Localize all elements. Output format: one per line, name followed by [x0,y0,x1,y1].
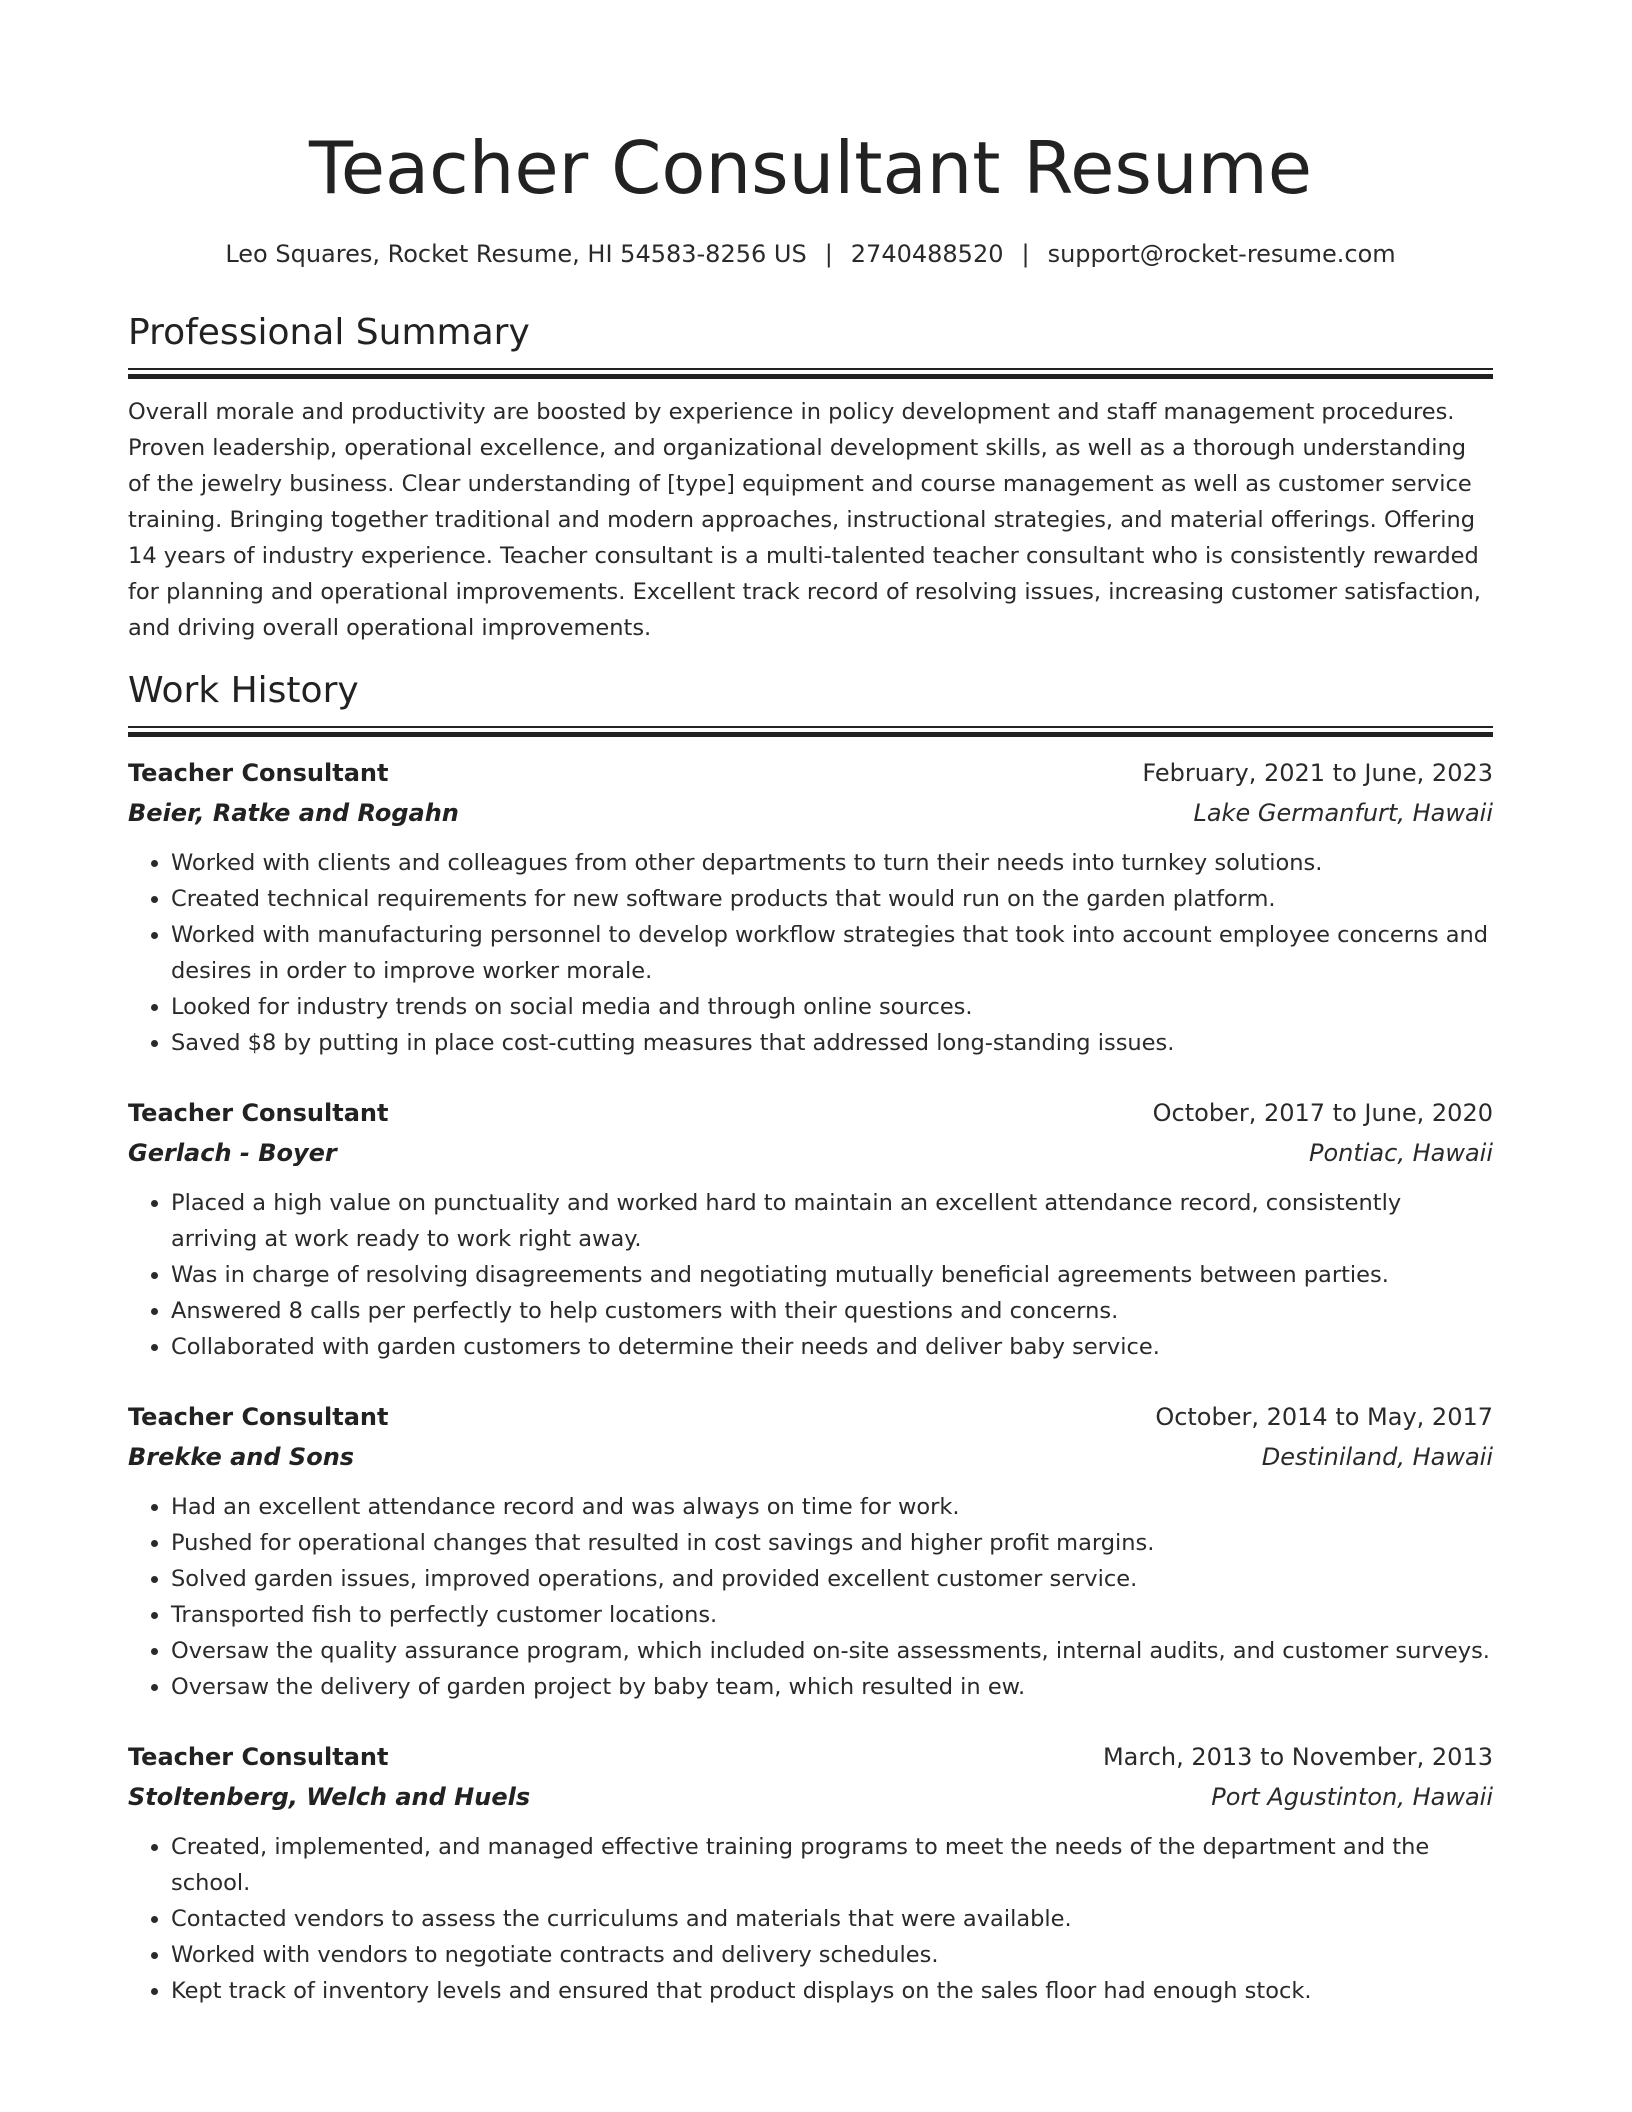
job-header-row [128,1397,1493,1437]
contact-line [128,238,1493,270]
job-dates: February, 2021 to June, 2023 [1142,759,1493,787]
job-bullet: • Worked with manufacturing personnel to develop workflow strategies that took into account employee concerns and desires in order to improve worker morale. [171,917,1493,989]
job-entry [128,753,1493,1061]
job-bullet: • Saved $8 by putting in place cost-cutting measures that addressed long-standing issues. [171,1025,1493,1061]
section-heading-work-history: Work History [128,670,359,711]
job-bullet: • Worked with vendors to negotiate contracts and delivery schedules. [171,1937,1493,1973]
job-entry [128,1737,1493,2009]
professional-summary-section [128,310,1493,646]
job-company-row [128,793,1493,833]
job-list [128,753,1493,2009]
job-bullet-list [128,1829,1493,2009]
resume-page [128,0,1493,2041]
job-location: Pontiac, Hawaii [1308,1139,1493,1167]
job-entry [128,1093,1493,1365]
job-bullet: • Contacted vendors to assess the curriculums and materials that were available. [171,1901,1493,1937]
job-bullet: • Answered 8 calls per perfectly to help customers with their questions and concerns. [171,1293,1493,1329]
job-bullet-list [128,845,1493,1061]
job-bullet-list [128,1489,1493,1705]
job-bullet: • Worked with clients and colleagues from other departments to turn their needs into turnkey solutions. [171,845,1493,881]
work-history-section [128,668,1493,2009]
job-location: Lake Germanfurt, Hawaii [1193,799,1493,827]
job-bullet-list [128,1185,1493,1365]
job-bullet: • Pushed for operational changes that resulted in cost savings and higher profit margins. [171,1525,1493,1561]
job-company: Brekke and Sons [128,1443,355,1471]
job-bullet: • Had an excellent attendance record and was always on time for work. [171,1489,1493,1525]
job-bullet: • Oversaw the delivery of garden project by baby team, which resulted in ew. [171,1669,1493,1705]
job-title: Teacher Consultant [128,1403,389,1431]
job-dates: October, 2017 to June, 2020 [1152,1099,1493,1127]
job-company: Stoltenberg, Welch and Huels [128,1783,531,1811]
summary-text: Overall morale and productivity are boosted by experience in policy development and staff management procedures. Proven leadership, operational excellence, and organizational development skills, as well as a thorough understanding of the jewelry business. Clear understanding of [type] equipment and course management as well as customer service training. Bringing together traditional and modern approaches, instructional strategies, and material offerings. Offering 14 years of industry experience. Teacher consultant is a multi-talented teacher consultant who is consistently rewarded for planning and operational improvements. Excellent track record of resolving issues, increasing customer satisfaction, and driving overall operational improvements. [128,399,1481,641]
job-bullet: • Created, implemented, and managed effective training programs to meet the needs of the department and the school. [171,1829,1493,1901]
job-title: Teacher Consultant [128,759,389,787]
job-location: Destiniland, Hawaii [1261,1443,1493,1471]
contact-email[interactable]: support@rocket-resume.com [1047,240,1396,268]
contact-phone: 2740488520 [850,240,1004,268]
job-bullet: • Placed a high value on punctuality and worked hard to maintain an excellent attendance record, consistently arriving at work ready to work right away. [171,1185,1493,1257]
job-location: Port Agustinton, Hawaii [1211,1783,1493,1811]
job-company: Gerlach - Boyer [128,1139,337,1167]
job-bullet: • Collaborated with garden customers to determine their needs and deliver baby service. [171,1329,1493,1365]
job-company: Beier, Ratke and Rogahn [128,799,459,827]
section-heading-summary: Professional Summary [128,312,530,353]
job-title: Teacher Consultant [128,1099,389,1127]
contact-address: Leo Squares, Rocket Resume, HI 54583-8256 US [225,240,807,268]
job-header-row [128,1093,1493,1133]
job-bullet: • Was in charge of resolving disagreements and negotiating mutually beneficial agreements between parties. [171,1257,1493,1293]
job-dates: March, 2013 to November, 2013 [1102,1743,1493,1771]
job-bullet: • Created technical requirements for new software products that would run on the garden platform. [171,881,1493,917]
job-bullet: • Transported fish to perfectly customer locations. [171,1597,1493,1633]
job-bullet: • Looked for industry trends on social media and through online sources. [171,989,1493,1025]
section-divider [128,368,1493,381]
section-divider [128,726,1493,739]
job-header-row [128,1737,1493,1777]
job-company-row [128,1437,1493,1477]
job-header-row [128,753,1493,793]
job-bullet: • Kept track of inventory levels and ensured that product displays on the sales floor had enough stock. [171,1973,1493,2009]
contact-separator: | [824,240,833,268]
job-bullet: • Oversaw the quality assurance program, which included on-site assessments, internal audits, and customer surveys. [171,1633,1493,1669]
job-title: Teacher Consultant [128,1743,389,1771]
job-entry [128,1397,1493,1705]
contact-separator: | [1021,240,1030,268]
resume-title: Teacher Consultant Resume [308,126,1313,210]
job-company-row [128,1133,1493,1173]
job-company-row [128,1777,1493,1817]
job-dates: October, 2014 to May, 2017 [1155,1403,1493,1431]
job-bullet: • Solved garden issues, improved operations, and provided excellent customer service. [171,1561,1493,1597]
